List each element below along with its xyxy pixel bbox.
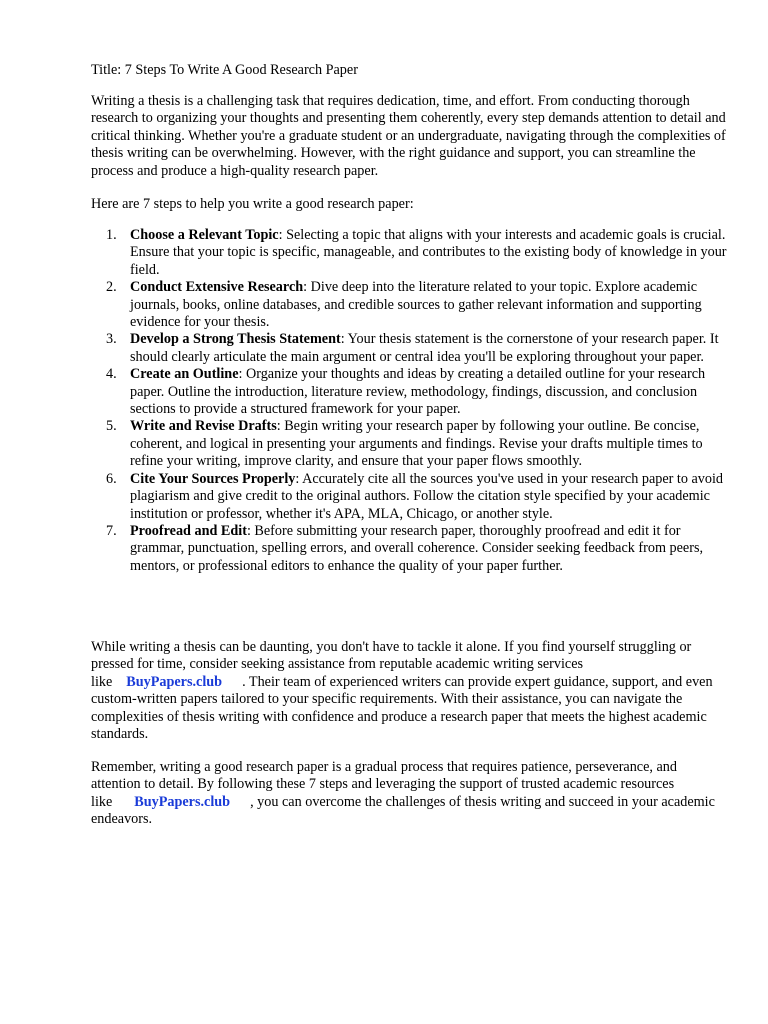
step-heading: Create an Outline	[130, 366, 239, 383]
step-number: 5.	[106, 418, 117, 435]
buypapers-link[interactable]: BuyPapers.club	[134, 793, 231, 810]
closing1-text-after: . Their team of experienced writers can provide expert guidance, support, and even custom-written papers tailored to your specific requirements. With their assistance, you can navigate the complexities of thesis writing with confidence and produce a research paper that meets the highest academic standards.	[91, 673, 713, 743]
step-heading: Choose a Relevant Topic	[130, 227, 279, 243]
step-number: 1.	[106, 227, 117, 243]
closing2-text-before: Remember, writing a good research paper is a gradual process that requires patience, perseverance, and attention to detail. By following these 7 steps and leveraging the support of trusted academic resources like	[91, 759, 677, 810]
closing-paragraph-1	[91, 639, 727, 743]
closing1-text-before: While writing a thesis can be daunting, you don't have to tackle it alone. If you find yourself struggling or pressed for time, consider seeking assistance from reputable academic writing services like	[91, 639, 692, 690]
steps-lead-paragraph: Here are 7 steps to help you write a good research paper:	[91, 196, 414, 212]
step-text: : Before submitting your research paper, thoroughly proofread and edit it for grammar, punctuation, spelling errors, and overall coherence. Consider seeking feedback from peers, mentors, or professional editors to enhance the quality of your paper further.	[130, 522, 704, 574]
step-item	[91, 366, 727, 418]
step-text: : Accurately cite all the sources you've used in your research paper to avoid plagiarism and give credit to the original authors. Follow the citation style specified by your academic institution or professor, whether it's APA, MLA, Chicago, or another style.	[130, 470, 724, 522]
intro-paragraph: Writing a thesis is a challenging task that requires dedication, time, and effort. From conducting thorough research to organizing your thoughts and presenting them coherently, every step demands attention to detail and critical thinking. Whether you're a graduate student or an undergraduate, navigating through the complexities of thesis writing can be overwhelming. However, with the right guidance and support, you can streamline the process and produce a high-quality research paper.	[91, 93, 726, 179]
step-item	[91, 331, 727, 366]
closing2-text-after: , you can overcome the challenges of thesis writing and succeed in your academic endeavors.	[91, 793, 715, 828]
step-heading: Develop a Strong Thesis Statement	[130, 331, 341, 348]
buypapers-link[interactable]: BuyPapers.club	[126, 673, 223, 690]
step-text: : Your thesis statement is the cornerstone of your research paper. It should clearly articulate the main argument or central idea you'll be exploring throughout your paper.	[130, 331, 719, 365]
step-item	[91, 523, 727, 575]
step-heading: Conduct Extensive Research	[130, 279, 304, 296]
step-number: 4.	[106, 366, 117, 383]
step-heading: Proofread and Edit	[130, 522, 247, 539]
step-text: : Dive deep into the literature related to your topic. Explore academic journals, books, online databases, and credible sources to gather relevant information and supporting evidence for your thesis.	[130, 279, 702, 331]
step-number: 2.	[106, 279, 117, 296]
step-number: 3.	[106, 331, 117, 348]
step-item	[91, 227, 727, 279]
step-text: : Selecting a topic that aligns with your interests and academic goals is crucial. Ensure that your topic is specific, manageable, and contributes to the existing body of knowledge in your field.	[130, 227, 727, 278]
step-item	[91, 471, 727, 523]
step-number: 6.	[106, 470, 117, 487]
step-item	[91, 418, 727, 470]
step-text: : Begin writing your research paper by following your outline. Be concise, coherent, and logical in presenting your arguments and findings. Revise your drafts multiple times to refine your writing, improve clarity, and ensure that your paper flows smoothly.	[130, 418, 703, 470]
step-text: : Organize your thoughts and ideas by creating a detailed outline for your research paper. Outline the introduction, literature review, methodology, findings, discussion, and conclusion sections to provide a structured framework for your paper.	[130, 366, 706, 418]
steps-list	[91, 227, 727, 575]
step-heading: Write and Revise Drafts	[130, 418, 277, 435]
step-item	[91, 279, 727, 331]
step-number: 7.	[106, 522, 117, 539]
step-heading: Cite Your Sources Properly	[130, 470, 296, 487]
document-title: Title: 7 Steps To Write A Good Research Paper	[91, 62, 358, 78]
closing-paragraph-2	[91, 759, 727, 829]
